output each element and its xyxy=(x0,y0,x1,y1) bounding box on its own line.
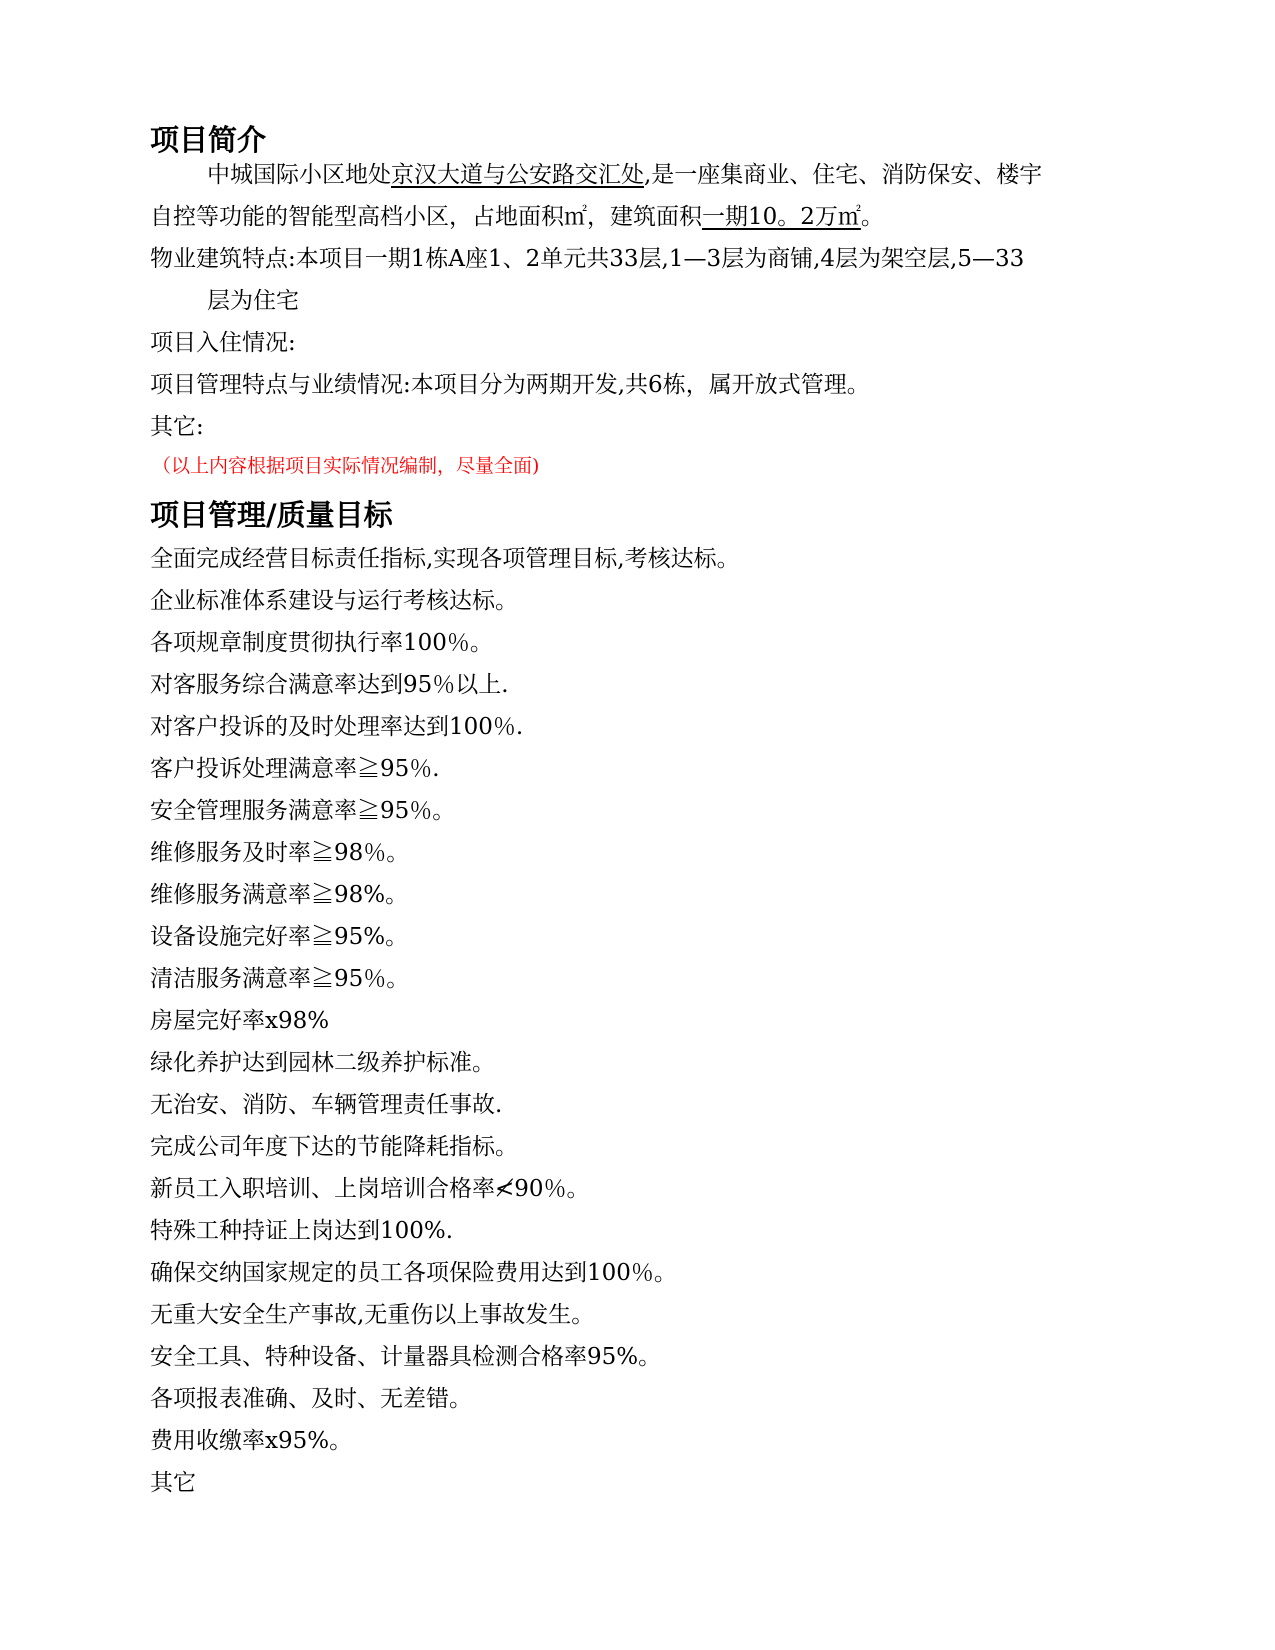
target-item: 全面完成经营目标责任指标,实现各项管理目标,考核达标。 xyxy=(150,546,740,572)
target-item: 无治安、消防、车辆管理责任事故. xyxy=(150,1092,503,1118)
target-item: 各项报表准确、及时、无差错。 xyxy=(150,1386,472,1412)
target-item: 新员工入职培训、上岗培训合格率≮90％。 xyxy=(150,1176,590,1202)
target-item: 特殊工种持证上岗达到100%. xyxy=(150,1218,454,1244)
intro-building-area: 一期10。2万㎡ xyxy=(702,204,861,230)
target-item: 各项规章制度贯彻执行率100％。 xyxy=(150,630,493,656)
intro-paragraph-line-2 xyxy=(150,201,884,233)
target-item: 对客户投诉的及时处理率达到100％. xyxy=(150,714,524,740)
target-item: 清洁服务满意率≧95％。 xyxy=(150,966,410,992)
target-item: 安全管理服务满意率≧95％。 xyxy=(150,798,456,824)
target-item: 安全工具、特种设备、计量器具检测合格率95%。 xyxy=(150,1344,662,1370)
target-item: 完成公司年度下达的节能降耗指标。 xyxy=(150,1134,518,1160)
management-features: 项目管理特点与业绩情况:本项目分为两期开发,共6栋，属开放式管理。 xyxy=(150,372,870,398)
intro-location: 京汉大道与公安路交汇处 xyxy=(391,162,644,188)
target-item: 无重大安全生产事故,无重伤以上事故发生。 xyxy=(150,1302,595,1328)
building-features-line-2: 层为住宅 xyxy=(207,288,299,314)
building-features-line-1: 物业建筑特点:本项目一期1栋A座1、2单元共33层,1—3层为商铺,4层为架空层,5—33 xyxy=(150,246,1025,272)
target-item: 房屋完好率ⅹ98% xyxy=(150,1008,330,1034)
intro-text-d: 。 xyxy=(860,204,884,230)
target-item: 费用收缴率ⅹ95%。 xyxy=(150,1428,353,1454)
target-item: 维修服务及时率≧98％。 xyxy=(150,840,410,866)
occupancy-status: 项目入住情况: xyxy=(150,330,296,356)
targets-list xyxy=(150,543,740,1509)
target-item: 确保交纳国家规定的员工各项保险费用达到100％。 xyxy=(150,1260,677,1286)
target-item: 设备设施完好率≧95%。 xyxy=(150,924,409,950)
intro-text-b: ,是一座集商业、住宅、消防保安、楼宇 xyxy=(644,162,1043,188)
other-info: 其它: xyxy=(150,414,204,440)
target-item: 绿化养护达到园林二级养护标准。 xyxy=(150,1050,495,1076)
intro-text-a: 中城国际小区地处 xyxy=(207,162,391,188)
target-item: 客户投诉处理满意率≧95％. xyxy=(150,756,440,782)
target-item: 对客服务综合满意率达到95％以上. xyxy=(150,672,509,698)
section-title-project-intro: 项目简介 xyxy=(150,123,267,157)
intro-paragraph-line-1 xyxy=(207,159,1042,191)
target-item: 其它 xyxy=(150,1470,196,1496)
intro-text-c: 自控等功能的智能型高档小区，占地面积㎡，建筑面积 xyxy=(150,204,702,230)
editing-note: （以上内容根据项目实际情况编制，尽量全面) xyxy=(152,455,540,477)
target-item: 企业标准体系建设与运行考核达标。 xyxy=(150,588,518,614)
section-title-quality-targets: 项目管理/质量目标 xyxy=(150,498,393,532)
target-item: 维修服务满意率≧98%。 xyxy=(150,882,409,908)
